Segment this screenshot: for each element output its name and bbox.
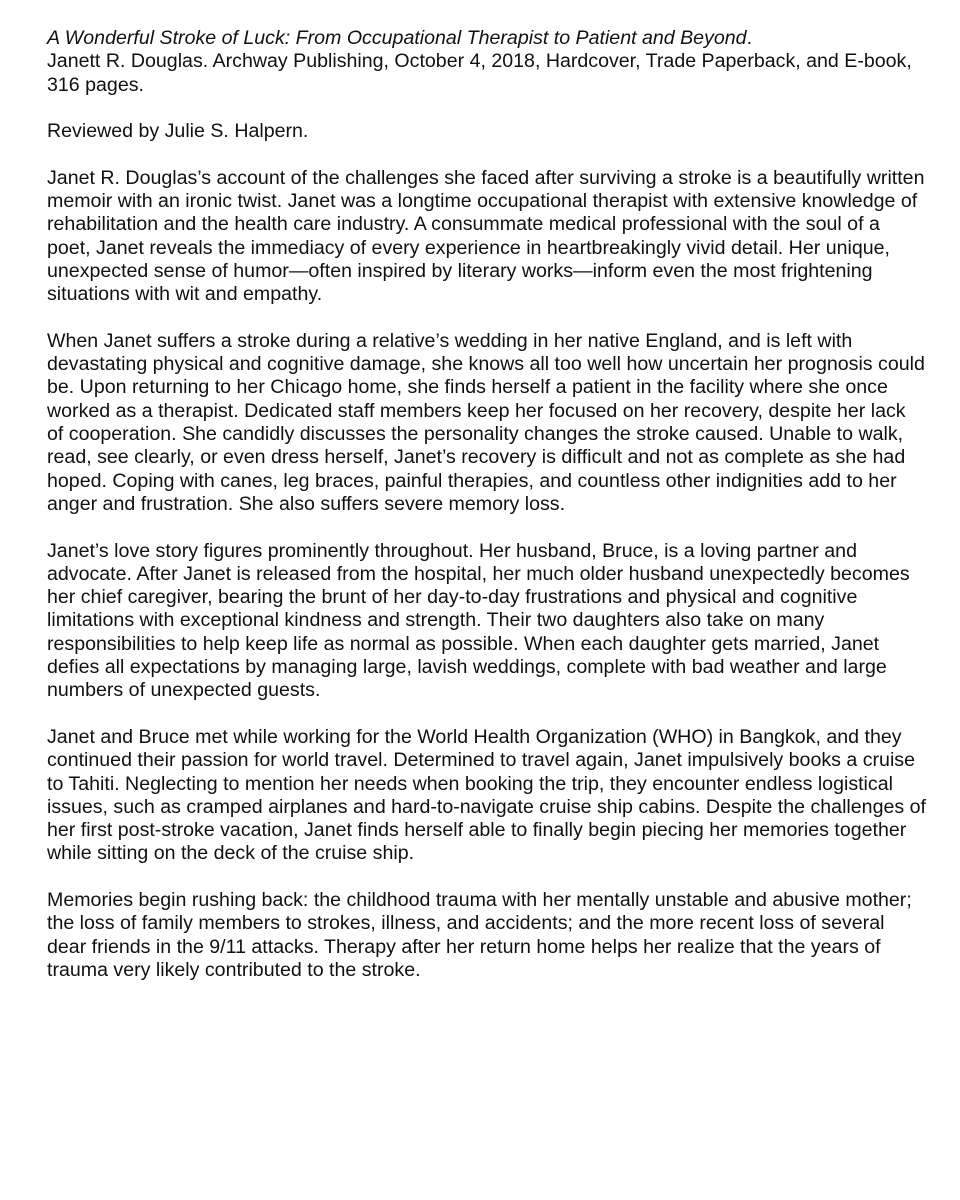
review-paragraph-5: Memories begin rushing back: the childhood trauma with her mentally unstable and abusive mother; the loss of family members to strokes, illness, and accidents; and the more recent loss of several dear friends in the 9/11 attacks. Therapy after her return home helps her realize that the years of trauma very likely contributed to the stroke. [47, 888, 912, 981]
review-paragraph-4: Janet and Bruce met while working for the World Health Organization (WHO) in Bangkok, and they continued their passion for world travel. Determined to travel again, Janet impulsively books a cruise to Tahiti. Neglecting to mention her needs when booking the trip, they encounter endless logistical issues, such as cramped airplanes and hard-to-navigate cruise ship cabins. Despite the challenges of her first post-stroke vacation, Janet finds herself able to finally begin piecing her memories together while sitting on the deck of the cruise ship. [47, 725, 926, 865]
review-paragraph-1: Janet R. Douglas’s account of the challenges she faced after surviving a stroke is a beautifully written memoir with an ironic twist. Janet was a longtime occupational therapist with extensive knowledge of rehabilitation and the health care industry. A consummate medical professional with the soul of a poet, Janet reveals the immediacy of every experience in heartbreakingly vivid detail. Her unique, unexpected sense of humor—often inspired by literary works—inform even the most frightening situations with wit and empathy. [47, 166, 925, 306]
book-title-period: . [746, 27, 753, 49]
review-paragraph-2: When Janet suffers a stroke during a relative’s wedding in her native England, and is left with devastating physical and cognitive damage, she knows all too well how uncertain her prognosis could be. Upon returning to her Chicago home, she finds herself a patient in the facility where she once worked as a therapist. Dedicated staff members keep her focused on her recovery, despite her lack of cooperation. She candidly discusses the personality changes the stroke caused. Unable to walk, read, see clearly, or even dress herself, Janet’s recovery is difficult and not as complete as she had hoped. Coping with canes, leg braces, painful therapies, and countless other indignities add to her anger and frustration. She also suffers severe memory loss. [47, 329, 925, 515]
review-document [47, 27, 927, 1005]
review-paragraph-3: Janet’s love story figures prominently throughout. Her husband, Bruce, is a loving partner and advocate. After Janet is released from the hospital, her much older husband unexpectedly becomes her chief caregiver, bearing the brunt of her day-to-day frustrations and physical and cognitive limitations with exceptional kindness and strength. Their two daughters also take on many responsibilities to help keep life as normal as possible. When each daughter gets married, Janet defies all expectations by managing large, lavish weddings, complete with bad weather and large numbers of unexpected guests. [47, 539, 910, 702]
reviewer-line: Reviewed by Julie S. Halpern. [47, 120, 309, 143]
book-details: Janett R. Douglas. Archway Publishing, October 4, 2018, Hardcover, Trade Paperback, and E-book, 316 pages. [47, 50, 912, 96]
book-title: A Wonderful Stroke of Luck: From Occupational Therapist to Patient and Beyond [47, 27, 747, 49]
book-citation [47, 27, 927, 97]
